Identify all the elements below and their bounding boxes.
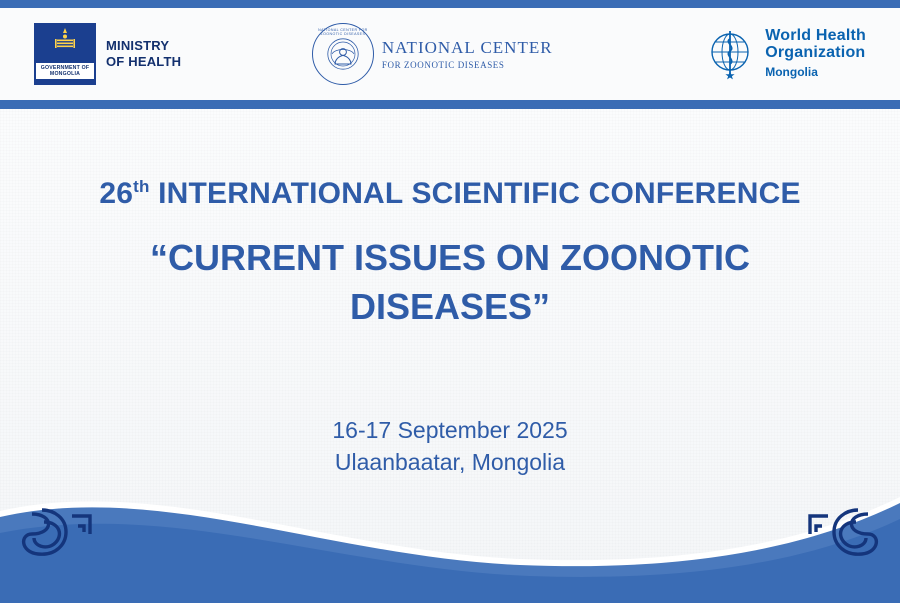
who-name-line-2: Organization (765, 44, 866, 61)
mongolia-soyombo-emblem-icon (34, 23, 96, 85)
who-country: Mongolia (765, 65, 818, 79)
nczd-name-line-2: FOR ZOONOTIC DISEASES (381, 59, 505, 70)
nczd-name (382, 38, 553, 70)
nczd-name-line-1: NATIONAL CENTER (381, 38, 553, 58)
top-accent-bar (0, 0, 900, 8)
ministry-of-health-logo (34, 23, 181, 85)
gov-line-2: MONGOLIA (49, 71, 81, 77)
conference-title-line-1 (0, 177, 900, 211)
edition-number: 26 (99, 177, 134, 210)
conference-theme: “CURRENT ISSUES ON ZOONOTIC DISEASES” (149, 237, 751, 327)
ministry-name-line-2: OF HEALTH (106, 54, 182, 69)
ministry-name (106, 38, 181, 70)
event-date: 16-17 September 2025 (332, 417, 568, 443)
conference-title-text: INTERNATIONAL SCIENTIFIC CONFERENCE (149, 177, 801, 210)
title-block (0, 177, 900, 331)
bottom-wave-decoration (0, 455, 900, 595)
header-separator-bar (0, 100, 900, 109)
national-center-zoonotic-diseases-logo (312, 23, 553, 85)
seal-ring-text: NATIONAL CENTER FOR ZOONOTIC DISEASES (318, 28, 368, 36)
zoonotic-seal-icon (312, 23, 374, 85)
who-name (765, 27, 866, 79)
edition-ordinal-suffix: th (133, 177, 150, 196)
gov-line-1: GOVERNMENT OF (40, 65, 90, 71)
slide-body (0, 109, 900, 595)
who-logo (703, 27, 866, 81)
mongolian-ulzii-knot-icon-right (802, 504, 880, 571)
ministry-name-line-1: MINISTRY (106, 38, 170, 53)
bottom-accent-bar (0, 595, 900, 603)
mongolian-ulzii-knot-icon-left (20, 504, 98, 571)
who-name-line-1: World Health (765, 27, 866, 44)
government-strip (36, 63, 94, 79)
logo-header (0, 8, 900, 100)
event-location: Ulaanbaatar, Mongolia (334, 449, 566, 475)
who-rod-of-asclepius-globe-icon (703, 27, 757, 81)
